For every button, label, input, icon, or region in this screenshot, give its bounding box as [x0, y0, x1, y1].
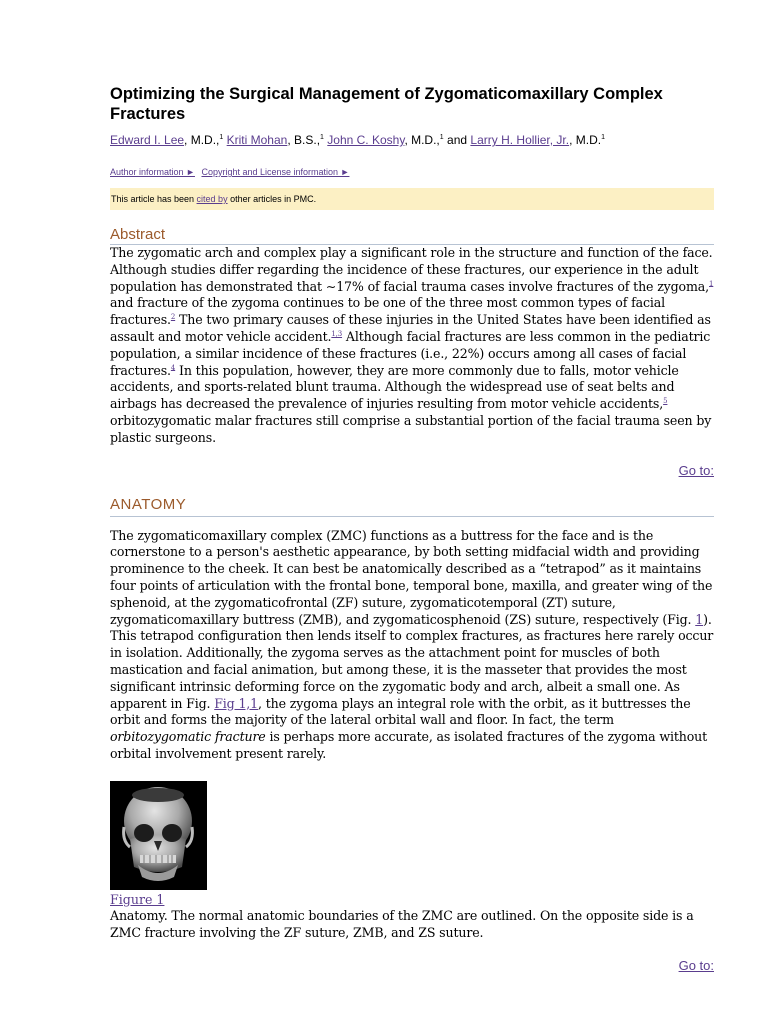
author-degree: , M.D., [184, 133, 220, 147]
cited-by-text-before: This article has been [111, 194, 197, 204]
emphasized-term: orbitozygomatic fracture [110, 729, 266, 745]
reference-link[interactable]: 4 [170, 363, 176, 372]
goto-abstract [110, 463, 714, 479]
cited-by-banner [110, 188, 714, 210]
text-run: Although facial fractures are less common in the pediatric population, a similar incidence of these fractures (i.e., 22%) occurs among all cases of facial fractures. [110, 328, 711, 378]
anatomy-heading: ANATOMY [110, 496, 714, 517]
author-link[interactable]: John C. Koshy [327, 133, 405, 147]
reference-link[interactable]: 2 [170, 313, 176, 321]
figure-1-caption: Anatomy. The normal anatomic boundaries of the ZMC are outlined. On the opposite side is a ZMC fracture involving the ZF suture, ZMB, and ZS suture. [110, 907, 694, 940]
figure-reference-link[interactable]: Fig 1,1 [214, 695, 259, 711]
text-run: , the zygoma plays an integral role with the orbit, as it buttresses the orbit and forms the majority of the lateral orbital wall and floor. In fact, the term [110, 695, 691, 728]
reference-link[interactable]: 5 [663, 396, 668, 405]
cited-by-link[interactable]: cited by [196, 194, 228, 204]
author-link[interactable]: Edward I. Lee [110, 133, 185, 147]
affiliation-marker[interactable]: 1 [439, 134, 444, 141]
goto-anatomy [110, 958, 714, 974]
text-run: orbitozygomatic malar fractures still comprise a substantial portion of the facial trauma seen by plastic surgeons. [110, 412, 712, 445]
figure-1-link[interactable]: Figure 1 [110, 891, 165, 907]
text-run: In this population, however, they are more commonly due to falls, motor vehicle accidents, and sports-related blunt trauma. Although the widespread use of seat belts and airbags has decreased the prevalence of injuries resulting from motor vehicle accidents, [110, 362, 679, 412]
text-run: ). This tetrapod configuration then lends itself to complex fractures, as fractures here rarely occur in isolation. Additionally, the zygoma serves as the attachment point for muscles of both mastication and facial animation, but among these, it is the masseter that provides the most significant intrinsic deforming force on the zygomatic body and arch, albeit a small one. As apparent in Fig. [110, 611, 714, 711]
author-link[interactable]: Kriti Mohan [226, 133, 288, 147]
text-run: The zygomatic arch and complex play a significant role in the structure and function of the face. Although studies differ regarding the incidence of these fractures, our experience in the adult population has demonstrated that ∼17% of facial trauma cases involve fractures of the zygoma, [110, 245, 713, 294]
copyright-license-link[interactable]: Copyright and License information ► [201, 167, 350, 177]
affiliation-marker[interactable]: 1 [320, 134, 324, 141]
author-list [110, 132, 714, 148]
abstract-paragraph [110, 245, 714, 447]
goto-link[interactable]: Go to: [678, 958, 714, 974]
author-degree: , M.D. [569, 133, 602, 147]
reference-link[interactable]: 1,3 [331, 329, 343, 338]
cited-by-text-after: other articles in PMC. [227, 194, 317, 204]
text-run: The zygomaticomaxillary complex (ZMC) functions as a buttress for the face and is the cornerstone to a person's aesthetic appearance, by both setting midfacial width and providing prominence to the cheek. It can best be anatomically described as a “tetrapod” as it maintains four points of articulation with the frontal bone, temporal bone, maxilla, and greater wing of the sphenoid, at the zygomaticofrontal (ZF) suture, zygomaticotemporal (ZT) suture, zygomaticomaxillary buttress (ZMB), and zygomaticosphenoid (ZS) suture, respectively (Fig. [110, 527, 713, 627]
author-link[interactable]: Larry H. Hollier, Jr. [470, 133, 570, 147]
text-run: and fracture of the zygoma continues to be one of the three most common types of facial fractures. [110, 295, 665, 328]
goto-link[interactable]: Go to: [678, 462, 714, 478]
text-run: is perhaps more accurate, as isolated fractures of the zygoma without orbital involvement present rarely. [110, 729, 708, 761]
author-information-link[interactable]: Author information ► [110, 167, 195, 177]
skull-ct-render-icon [110, 781, 207, 890]
figure-1-thumbnail[interactable] [110, 781, 207, 890]
abstract-heading: Abstract [110, 226, 714, 245]
article [110, 84, 714, 974]
author-separator: and [443, 133, 471, 147]
author-degree: , M.D., [404, 133, 440, 147]
affiliation-marker[interactable]: 1 [601, 134, 605, 141]
figure-1 [110, 781, 714, 942]
text-run: The two primary causes of these injuries in the United States have been identified as assault and motor vehicle accident. [110, 312, 711, 344]
info-links [110, 166, 714, 178]
anatomy-paragraph [110, 528, 714, 763]
affiliation-marker[interactable]: 1 [219, 134, 224, 141]
figure-reference-link[interactable]: 1 [695, 611, 704, 627]
reference-link[interactable]: 1 [709, 279, 714, 288]
article-title: Optimizing the Surgical Management of Zygomaticomaxillary Complex Fractures [110, 85, 663, 123]
author-degree: , B.S., [287, 133, 321, 147]
